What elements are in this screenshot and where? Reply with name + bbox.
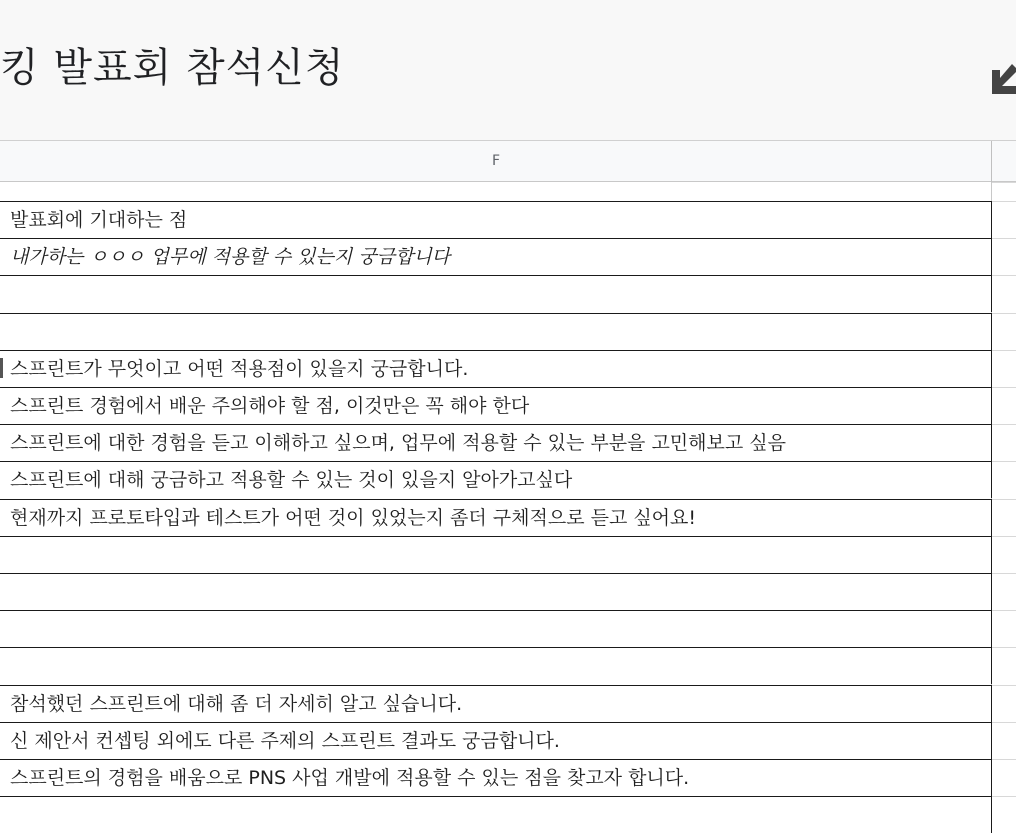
table-row [0, 759, 992, 796]
row-gridline [992, 182, 1016, 183]
table-row [0, 238, 992, 275]
row-gridline [992, 759, 1016, 760]
column-divider [991, 141, 992, 183]
table-cell[interactable]: 내가하는 ㅇㅇㅇ 업무에 적용할 수 있는지 궁금합니다 [10, 246, 451, 268]
table-row [0, 536, 992, 573]
table-cell[interactable]: 스프린트가 무엇이고 어떤 적용점이 있을지 궁금합니다. [10, 358, 469, 380]
table-row [0, 387, 992, 424]
table-row [0, 313, 992, 350]
row-gridline [992, 499, 1016, 500]
table-row [0, 722, 992, 759]
column-header-row [0, 140, 1016, 182]
table-row [0, 350, 992, 387]
row-gridline [992, 685, 1016, 686]
row-gridline [992, 424, 1016, 425]
table-row [0, 647, 992, 684]
row-gridline [992, 536, 1016, 537]
row-gridline [992, 275, 1016, 276]
row-gridline [992, 796, 1016, 797]
table-row [0, 610, 992, 647]
table-row [0, 201, 992, 238]
table-row [0, 499, 992, 536]
row-gridline [992, 573, 1016, 574]
table-cell[interactable]: 신 제안서 컨셉팅 외에도 다른 주제의 스프린트 결과도 궁금합니다. [10, 730, 560, 752]
sheet-grid [0, 182, 1016, 830]
table-row [0, 424, 992, 461]
table-row [0, 461, 992, 498]
row-gridline [992, 610, 1016, 611]
row-gridline [992, 313, 1016, 314]
row-selection-marker [0, 358, 3, 378]
table-cell[interactable]: 참석했던 스프린트에 대해 좀 더 자세히 알고 싶습니다. [10, 693, 463, 715]
row-gridline [992, 350, 1016, 351]
table-row [0, 573, 992, 610]
table-row [0, 796, 992, 833]
document-title[interactable]: 킹 발표회 참석신청 [0, 45, 345, 91]
table-cell[interactable]: 스프린트의 경험을 배움으로 PNS 사업 개발에 적용할 수 있는 점을 찾고자 합니다. [10, 767, 690, 789]
table-cell[interactable]: 스프린트에 대한 경험을 듣고 이해하고 싶으며, 업무에 적용할 수 있는 부분을 고민해보고 싶음 [10, 432, 786, 454]
row-gridline [992, 238, 1016, 239]
row-gridline [992, 461, 1016, 462]
document-title-bar [0, 0, 1016, 140]
row-gridline [992, 387, 1016, 388]
table-row [0, 275, 992, 312]
table-row [0, 685, 992, 722]
table-cell[interactable]: 발표회에 기대하는 점 [10, 209, 188, 231]
table-cell[interactable]: 현재까지 프로토타입과 테스트가 어떤 것이 있었는지 좀더 구체적으로 듣고 싶어요! [10, 507, 697, 529]
share-arrow-icon[interactable] [988, 64, 1016, 104]
row-gridline [992, 647, 1016, 648]
row-gridline [992, 201, 1016, 202]
column-header-f[interactable]: F [491, 153, 501, 169]
table-cell[interactable]: 스프린트 경험에서 배운 주의해야 할 점, 이것만은 꼭 해야 한다 [10, 395, 530, 417]
row-gridline [992, 722, 1016, 723]
table-cell[interactable]: 스프린트에 대해 궁금하고 적용할 수 있는 것이 있을지 알아가고싶다 [10, 469, 573, 491]
